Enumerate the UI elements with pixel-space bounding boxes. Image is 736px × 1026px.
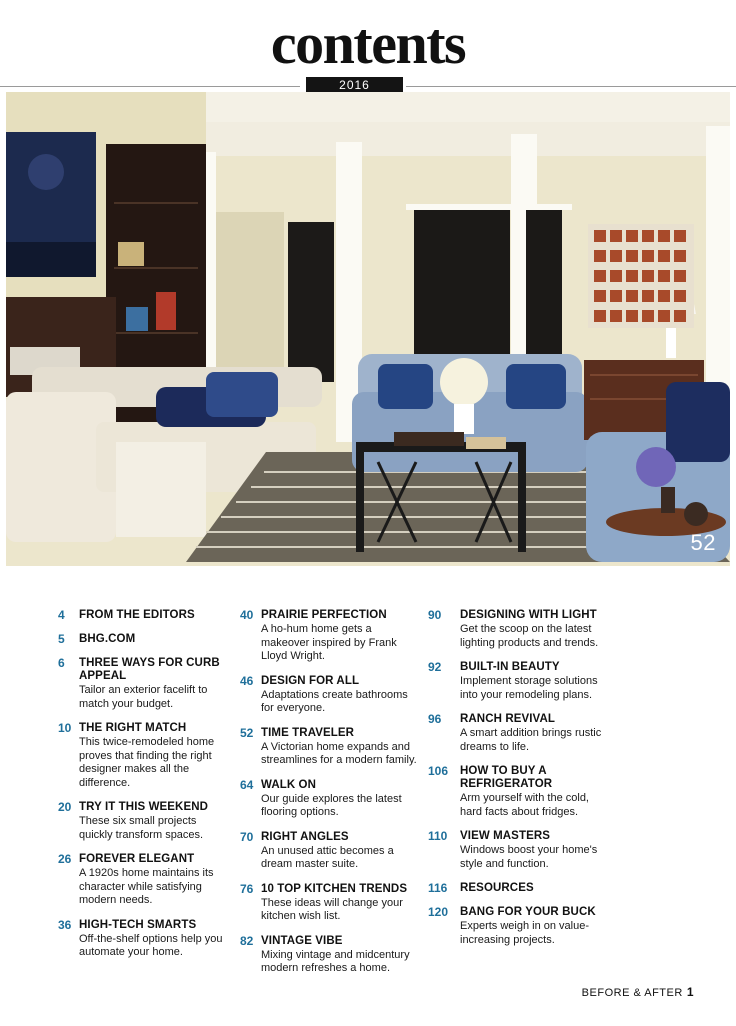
toc-entry[interactable] xyxy=(240,778,420,820)
footer-page-number: 1 xyxy=(686,985,694,999)
toc-description: These six small projects quickly transform spaces. xyxy=(79,815,204,841)
toc-description: This twice-remodeled home proves that finding the right designer makes all the difference. xyxy=(79,736,215,789)
page-title: contents xyxy=(270,11,466,76)
toc-description: An unused attic becomes a dream master suite. xyxy=(261,844,394,870)
toc-page-number: 120 xyxy=(428,905,449,919)
toc-title: HOW TO BUY A REFRIGERATOR xyxy=(460,765,553,790)
toc-title: HIGH-TECH SMARTS xyxy=(79,918,197,931)
toc-page-number: 70 xyxy=(240,829,254,844)
toc-entry[interactable] xyxy=(240,934,420,976)
toc-entry[interactable] xyxy=(58,852,228,908)
toc-title: THREE WAYS FOR CURB APPEAL xyxy=(79,657,220,682)
toc-description: These ideas will change your kitchen wish list. xyxy=(261,896,403,922)
toc-column-3 xyxy=(428,608,608,957)
toc-page-number: 40 xyxy=(240,608,254,622)
toc-page-number: 90 xyxy=(428,608,442,622)
toc-page-number: 5 xyxy=(58,632,65,646)
toc-page-number: 46 xyxy=(240,673,254,688)
toc-title: VIEW MASTERS xyxy=(460,830,551,842)
page-footer xyxy=(582,985,694,999)
toc-page-number: 96 xyxy=(428,712,442,726)
toc-entry[interactable] xyxy=(240,608,420,664)
toc-page-number: 6 xyxy=(58,656,65,670)
toc-page-number: 4 xyxy=(58,608,65,622)
toc-page-number: 52 xyxy=(240,725,254,740)
toc-page-number: 116 xyxy=(428,881,448,895)
toc-description: A 1920s home maintains its character while satisfying modern needs. xyxy=(79,867,214,906)
toc-page-number: 36 xyxy=(58,917,72,932)
toc-title: TIME TRAVELER xyxy=(261,726,355,739)
toc-description: Tailor an exterior facelift to match your budget. xyxy=(79,684,208,710)
photo-page-reference: 52 xyxy=(690,530,716,555)
toc-description: Off-the-shelf options help you automate your home. xyxy=(79,932,223,958)
toc-title: 10 TOP KITCHEN TRENDS xyxy=(261,882,408,895)
toc-page-number: 110 xyxy=(428,829,448,843)
toc-entry[interactable] xyxy=(428,905,608,947)
toc-title: RESOURCES xyxy=(460,882,534,894)
toc-page-number: 76 xyxy=(240,881,254,896)
toc-page-number: 64 xyxy=(240,777,254,792)
toc-page-number: 20 xyxy=(58,800,72,814)
divider-right xyxy=(406,86,736,87)
toc-title: PRAIRIE PERFECTION xyxy=(261,609,387,621)
toc-entry[interactable] xyxy=(240,882,420,924)
divider-left xyxy=(0,86,300,87)
toc-description: Experts weigh in on value-increasing projects. xyxy=(460,920,590,946)
toc-title: BUILT-IN BEAUTY xyxy=(460,661,560,673)
toc-title: RIGHT ANGLES xyxy=(261,830,349,843)
toc-description: Mixing vintage and midcentury modern refreshes a home. xyxy=(261,948,410,974)
toc-entry[interactable] xyxy=(428,660,608,702)
toc-title: TRY IT THIS WEEKEND xyxy=(79,801,209,813)
living-room-illustration xyxy=(6,92,730,566)
toc-description: Windows boost your home's style and function. xyxy=(460,844,598,870)
toc-entry[interactable] xyxy=(58,918,228,960)
toc-title: BHG.COM xyxy=(79,633,136,645)
toc-description: A ho-hum home gets a makeover inspired by Frank Lloyd Wright. xyxy=(261,623,397,662)
feature-photo xyxy=(6,92,730,566)
toc-entry[interactable] xyxy=(240,830,420,872)
toc-title: DESIGNING WITH LIGHT xyxy=(460,609,597,621)
toc-title: FROM THE EDITORS xyxy=(79,609,195,621)
toc-entry[interactable] xyxy=(58,608,228,622)
toc-entry[interactable] xyxy=(428,712,608,754)
toc-column-2 xyxy=(240,608,420,986)
toc-description: A Victorian home expands and streamlines for a modern family. xyxy=(261,740,417,766)
toc-entry[interactable] xyxy=(428,608,608,650)
toc-entry[interactable] xyxy=(58,632,228,646)
toc-page-number: 106 xyxy=(428,764,449,778)
masthead xyxy=(0,0,736,96)
toc-title: THE RIGHT MATCH xyxy=(79,722,187,734)
year-badge: 2016 xyxy=(306,77,403,94)
toc-entry[interactable] xyxy=(58,721,228,790)
toc-page-number: 82 xyxy=(240,933,254,948)
toc-entry[interactable] xyxy=(58,656,228,711)
toc-description: Adaptations create bathrooms for everyone. xyxy=(261,688,408,714)
toc-title: WALK ON xyxy=(261,778,316,791)
toc-description: Our guide explores the latest flooring options. xyxy=(261,792,402,818)
toc-entry[interactable] xyxy=(428,764,608,819)
toc-entry[interactable] xyxy=(428,881,608,895)
toc-page-number: 10 xyxy=(58,721,72,735)
toc-title: VINTAGE VIBE xyxy=(261,934,343,947)
toc-entry[interactable] xyxy=(240,726,420,768)
toc-page-number: 26 xyxy=(58,852,72,866)
toc-column-1 xyxy=(58,608,228,970)
toc-entry[interactable] xyxy=(428,829,608,871)
toc-description: Arm yourself with the cold, hard facts about fridges. xyxy=(460,792,589,818)
toc-description: Implement storage solutions into your remodeling plans. xyxy=(460,675,598,701)
toc-title: BANG FOR YOUR BUCK xyxy=(460,906,596,918)
footer-label: BEFORE & AFTER xyxy=(581,987,683,999)
toc-page-number: 92 xyxy=(428,660,442,674)
toc-description: Get the scoop on the latest lighting products and trends. xyxy=(460,623,599,649)
toc-entry[interactable] xyxy=(58,800,228,842)
toc-entry[interactable] xyxy=(240,674,420,716)
toc-title: FOREVER ELEGANT xyxy=(79,853,195,865)
toc-description: A smart addition brings rustic dreams to life. xyxy=(460,727,602,753)
toc-title: DESIGN FOR ALL xyxy=(261,674,360,687)
toc-title: RANCH REVIVAL xyxy=(460,713,556,725)
